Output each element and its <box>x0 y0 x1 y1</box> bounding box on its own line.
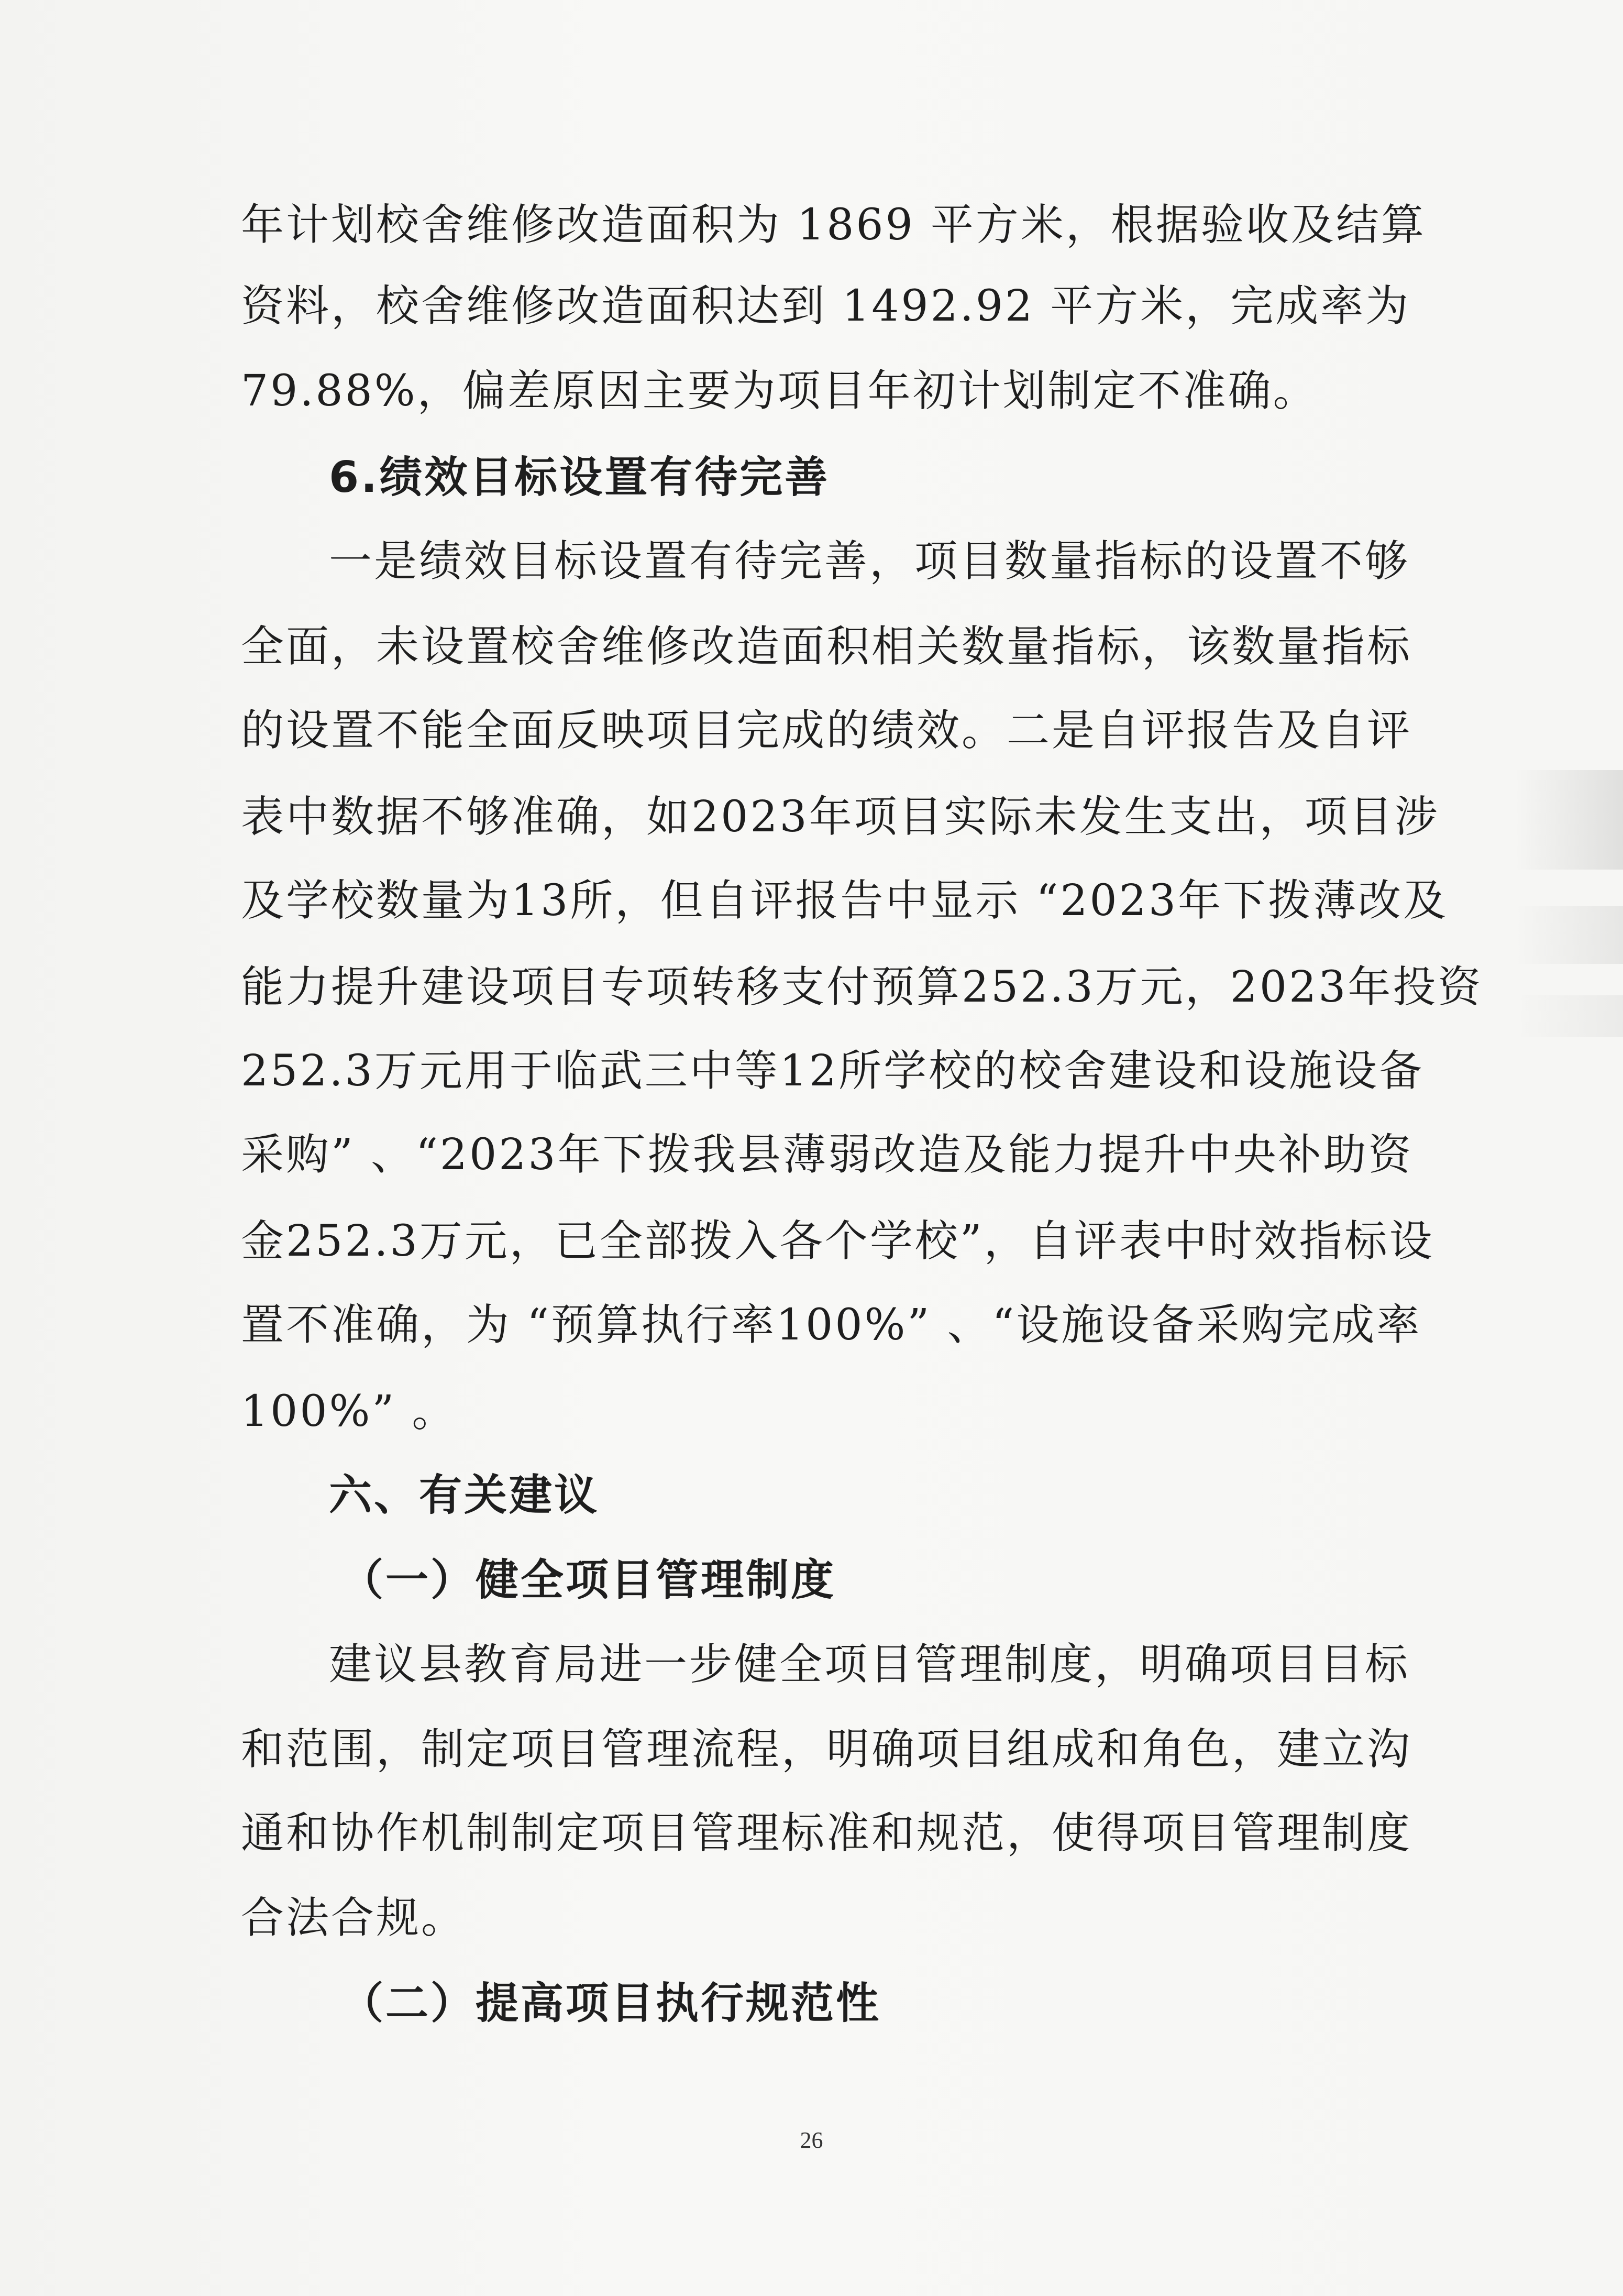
body-line: 资料，校舍维修改造面积达到 1492.92 平方米，完成率为 <box>241 281 1411 331</box>
page-number: 26 <box>800 2127 823 2153</box>
body-line: 采购” 、“2023年下拨我县薄弱改造及能力提升中央补助资 <box>241 1130 1414 1180</box>
body-line: 一是绩效目标设置有待完善，项目数量指标的设置不够 <box>329 536 1410 586</box>
body-line: 置不准确，为 “预算执行率100%” 、“设施设备采购完成率 <box>241 1300 1422 1350</box>
scan-shadow <box>1513 995 1623 1037</box>
section-heading: 6.绩效目标设置有待完善 <box>329 453 830 502</box>
subsection-heading: （一）健全项目管理制度 <box>340 1555 836 1605</box>
body-line: 和范围，制定项目管理流程，明确项目组成和角色，建立沟 <box>241 1724 1412 1774</box>
scan-shadow <box>1513 770 1623 870</box>
body-line: 合法合规。 <box>241 1893 467 1943</box>
body-line: 及学校数量为13所，但自评报告中显示 “2023年下拨薄改及 <box>241 876 1449 926</box>
scan-shadow <box>1513 906 1623 964</box>
body-line: 能力提升建设项目专项转移支付预算252.3万元，2023年投资 <box>241 962 1483 1012</box>
body-line: 年计划校舍维修改造面积为 1869 平方米，根据验收及结算 <box>241 200 1426 250</box>
body-line: 的设置不能全面反映项目完成的绩效。二是自评报告及自评 <box>241 706 1412 755</box>
section-heading: 六、有关建议 <box>329 1470 600 1520</box>
subsection-heading: （二）提高项目执行规范性 <box>340 1979 881 2028</box>
body-line: 全面，未设置校舍维修改造面积相关数量指标，该数量指标 <box>241 622 1412 672</box>
body-line: 通和协作机制制定项目管理标准和规范，使得项目管理制度 <box>241 1808 1412 1858</box>
body-line: 表中数据不够准确，如2023年项目实际未发生支出，项目涉 <box>241 792 1440 842</box>
body-line: 金252.3万元，已全部拨入各个学校”，自评表中时效指标设 <box>241 1216 1434 1266</box>
body-line: 252.3万元用于临武三中等12所学校的校舍建设和设施设备 <box>241 1046 1425 1096</box>
body-line: 79.88%，偏差原因主要为项目年初计划制定不准确。 <box>241 366 1318 416</box>
body-line: 100%” 。 <box>241 1387 457 1436</box>
body-line: 建议县教育局进一步健全项目管理制度，明确项目目标 <box>329 1640 1410 1689</box>
